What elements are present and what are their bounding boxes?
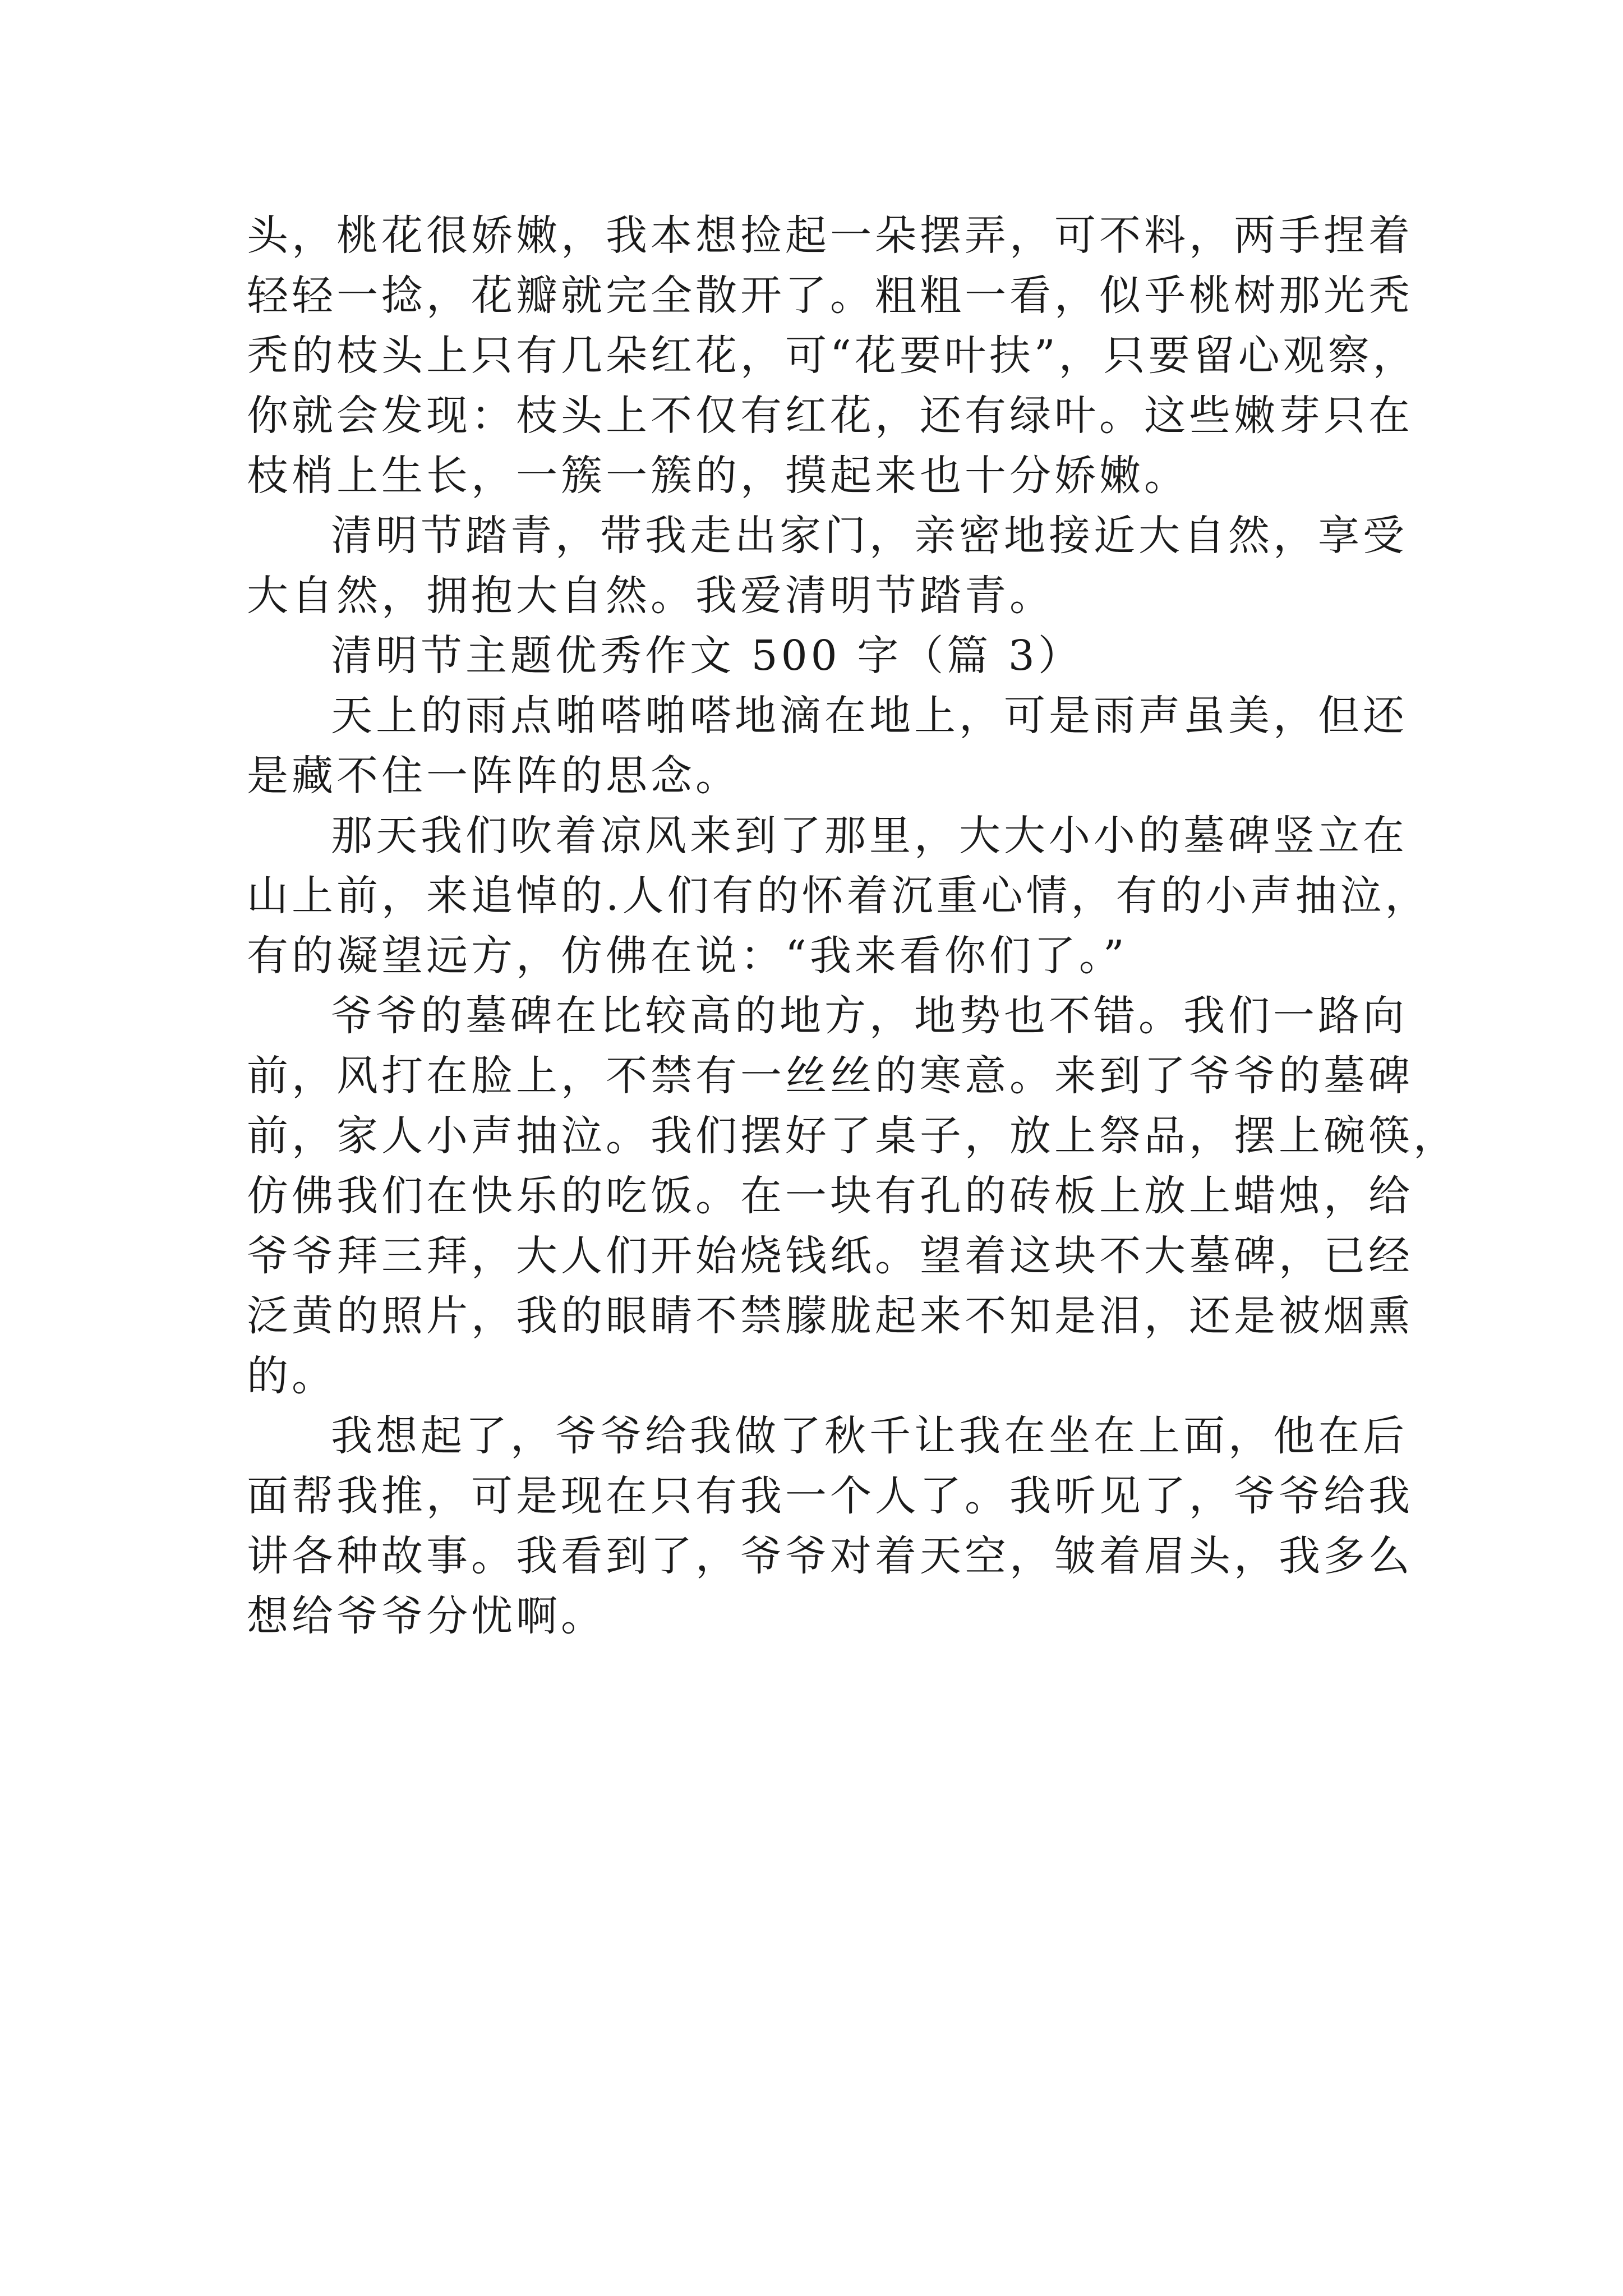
text-line: 你就会发现：枝头上不仅有红花，还有绿叶。这些嫩芽只在 — [247, 392, 1413, 440]
essay-text — [247, 208, 1458, 1648]
text-line: 想给爷爷分忧啊。 — [247, 1592, 606, 1640]
text-line: 爷爷拜三拜，大人们开始烧钱纸。望着这块不大墓碑，已经 — [247, 1232, 1413, 1280]
text-line: 我想起了，爷爷给我做了秋千让我在坐在上面，他在后 — [331, 1412, 1408, 1460]
text-line: 有的凝望远方，仿佛在说：“我来看你们了。” — [247, 932, 1128, 980]
text-line: 山上前，来追悼的.人们有的怀着沉重心情，有的小声抽泣， — [247, 872, 1430, 920]
text-line: 秃的枝头上只有几朵红花，可“花要叶扶”，只要留心观察， — [247, 332, 1418, 380]
text-line: 天上的雨点啪嗒啪嗒地滴在地上，可是雨声虽美，但还 — [331, 692, 1408, 740]
text-line: 的。 — [247, 1352, 336, 1400]
text-line: 讲各种故事。我看到了，爷爷对着天空，皱着眉头，我多么 — [247, 1532, 1413, 1580]
text-line: 清明节踏青，带我走出家门，亲密地接近大自然，享受 — [331, 512, 1408, 560]
text-line: 面帮我推，可是现在只有我一个人了。我听见了，爷爷给我 — [247, 1472, 1413, 1520]
text-line: 头，桃花很娇嫩，我本想捡起一朵摆弄，可不料，两手捏着 — [247, 211, 1413, 260]
text-line: 仿佛我们在快乐的吃饭。在一块有孔的砖板上放上蜡烛，给 — [247, 1172, 1413, 1220]
text-line: 泛黄的照片，我的眼睛不禁朦胧起来不知是泪，还是被烟熏 — [247, 1292, 1413, 1340]
text-line: 那天我们吹着凉风来到了那里，大大小小的墓碑竖立在 — [331, 812, 1408, 860]
text-line: 前，家人小声抽泣。我们摆好了桌子，放上祭品，摆上碗筷， — [247, 1112, 1458, 1160]
text-line: 清明节主题优秀作文 500 字（篇 3） — [331, 632, 1083, 680]
text-line: 大自然，拥抱大自然。我爱清明节踏青。 — [247, 572, 1054, 620]
text-line: 枝梢上生长，一簇一簇的，摸起来也十分娇嫩。 — [247, 452, 1189, 500]
text-line: 是藏不住一阵阵的思念。 — [247, 752, 740, 800]
text-line: 爷爷的墓碑在比较高的地方，地势也不错。我们一路向 — [331, 992, 1408, 1040]
text-line: 轻轻一捻，花瓣就完全散开了。粗粗一看，似乎桃树那光秃 — [247, 272, 1413, 320]
text-line: 前，风打在脸上，不禁有一丝丝的寒意。来到了爷爷的墓碑 — [247, 1052, 1413, 1100]
